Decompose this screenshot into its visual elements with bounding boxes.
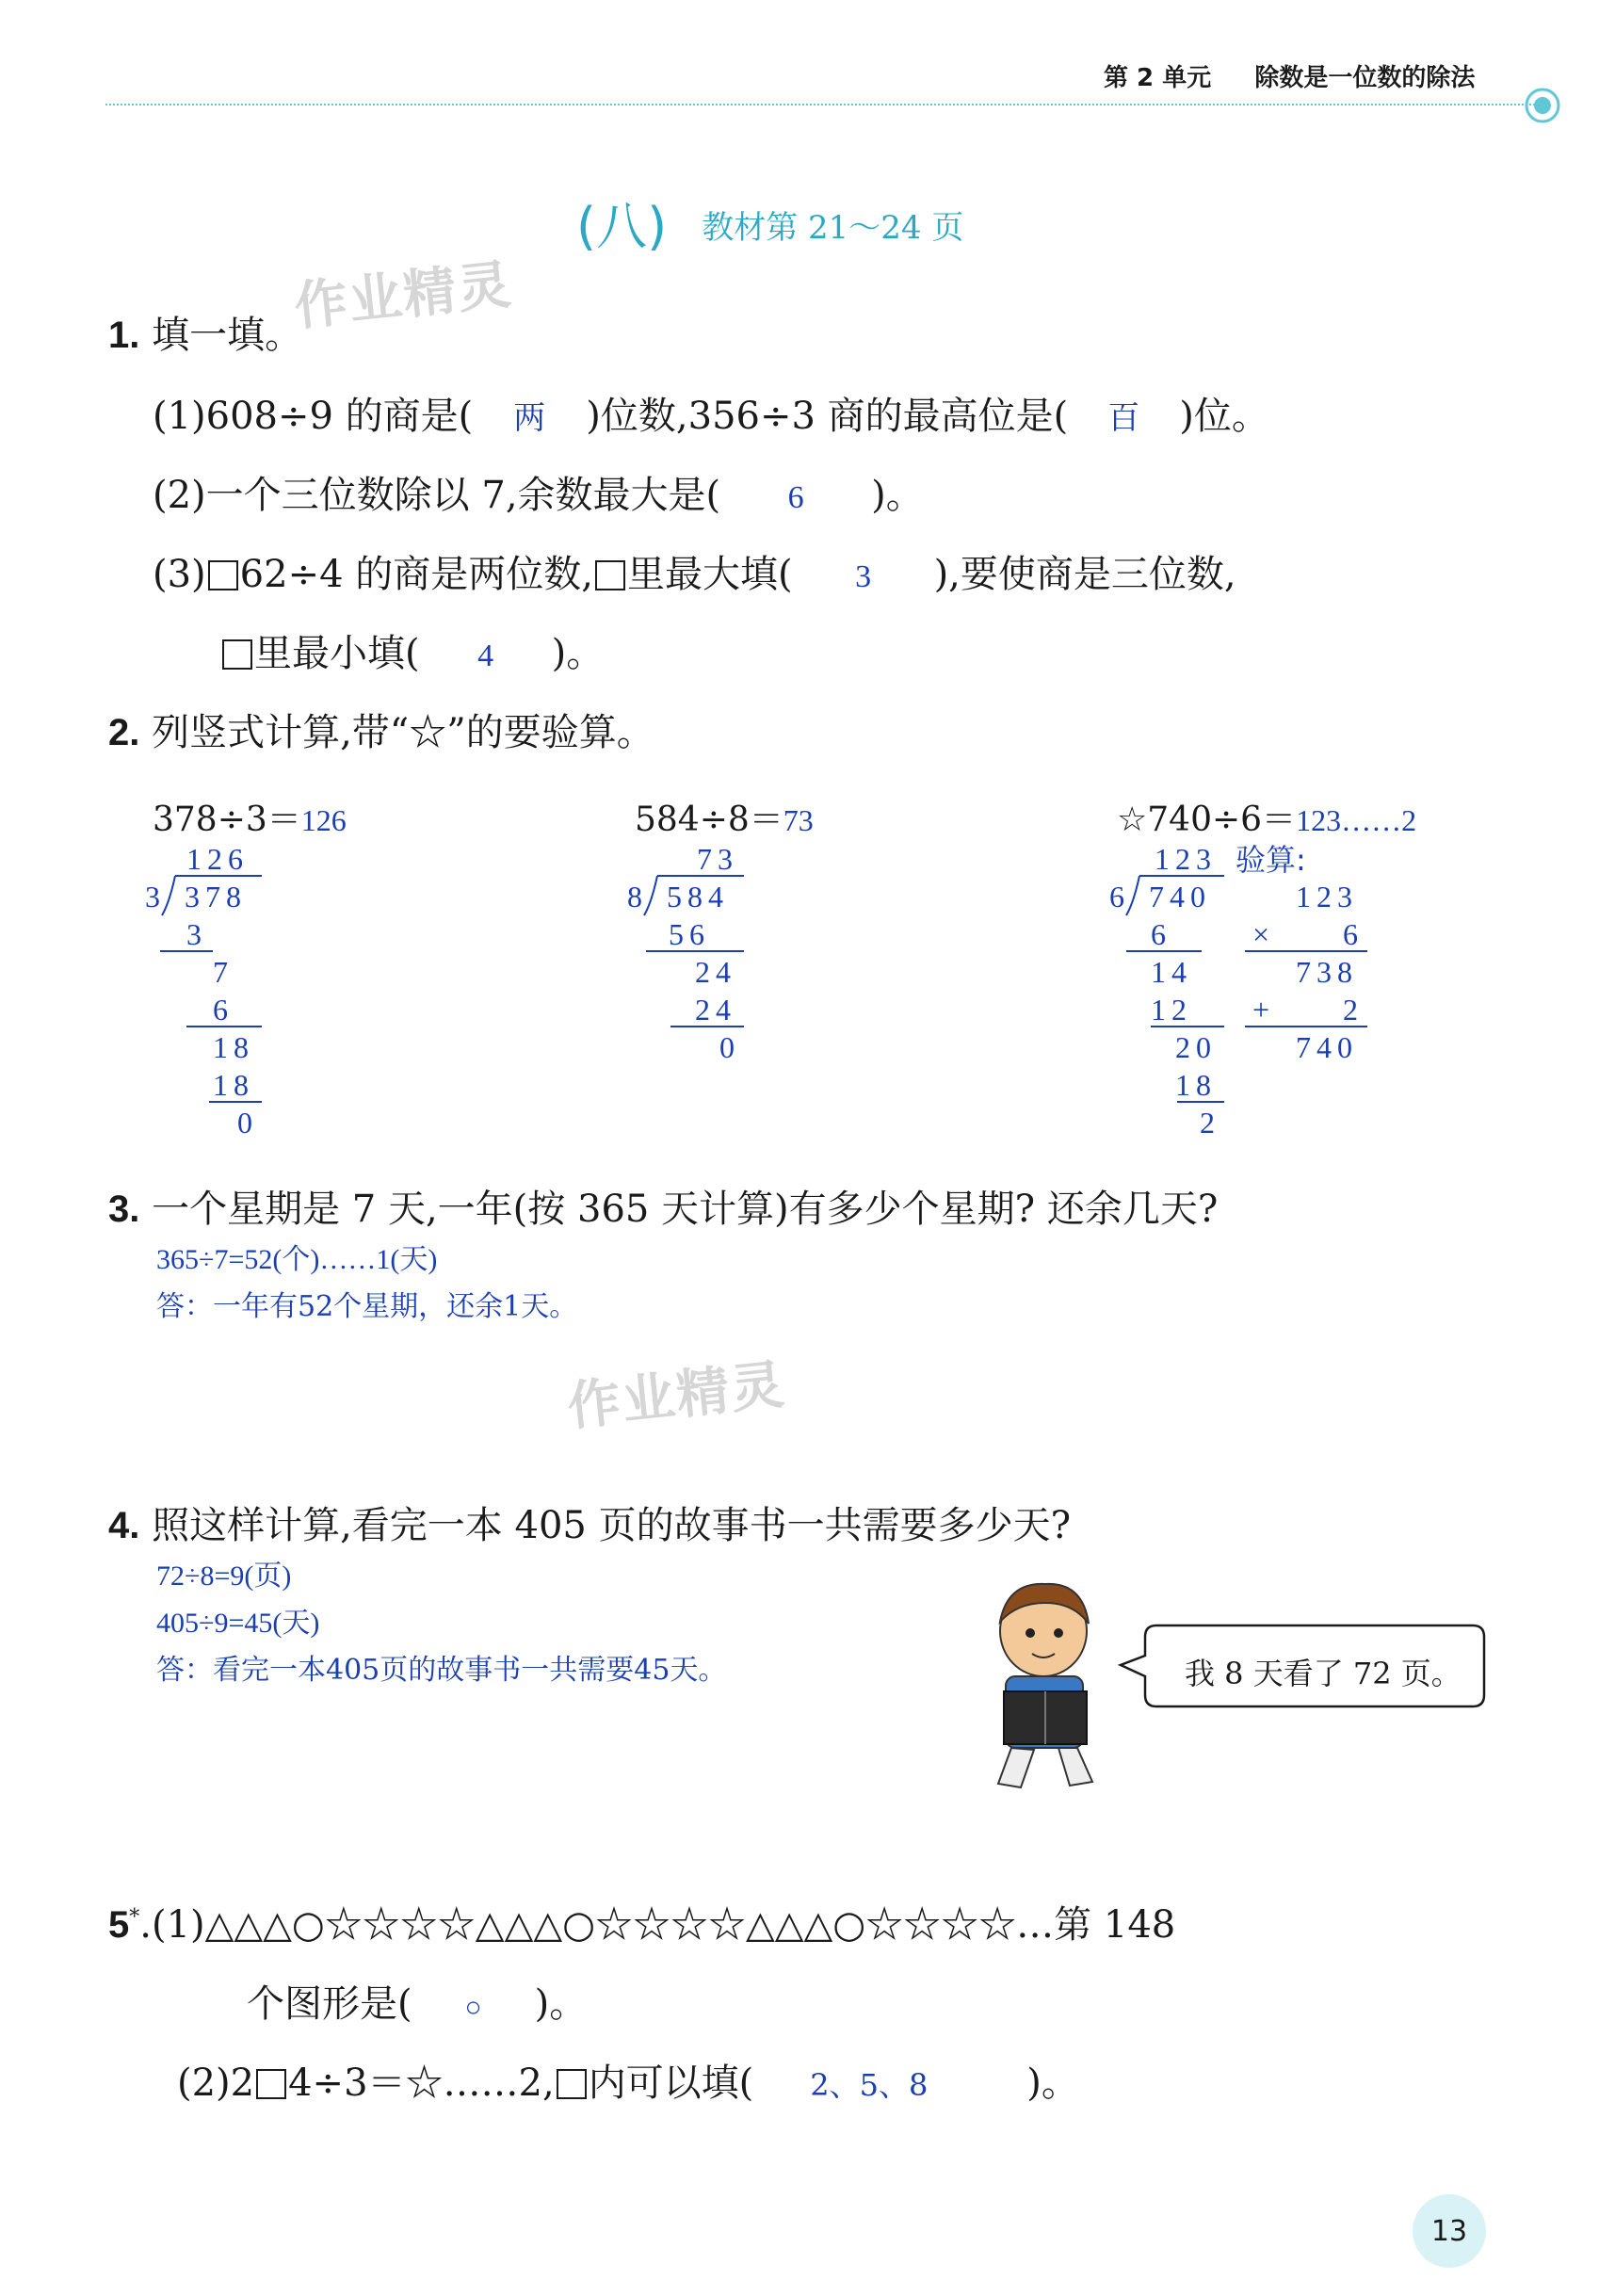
q2-title: 列竖式计算,带“☆”的要验算。 <box>152 711 654 754</box>
q5-p2-text: 内可以填( <box>588 2062 754 2105</box>
q3-answer: 答：一年有52个星期，还余1天。 <box>156 1290 578 1323</box>
q1-title: 填一填。 <box>152 314 303 357</box>
q1-p1-text: )位数,356÷3 商的最高位是( <box>586 395 1069 438</box>
q1-p2-text: )。 <box>871 474 924 517</box>
watermark: 作业精灵 <box>564 1354 789 1438</box>
ld2-quotient: 73 <box>697 842 738 876</box>
q2-number: 2. <box>108 712 140 753</box>
q5-p1-text: 个图形是( <box>247 1982 412 2026</box>
ld1-dividend: 378 <box>185 880 247 914</box>
expression: 584÷8＝ <box>635 800 783 839</box>
q5-part1 <box>108 1903 1176 1947</box>
ld2-step: 24 <box>695 955 736 989</box>
q4-text: 照这样计算,看完一本 405 页的故事书一共需要多少天? <box>152 1504 1072 1547</box>
speech-bubble-text: 我 8 天看了 72 页。 <box>1185 1656 1462 1691</box>
ld3-step: 12 <box>1151 993 1192 1027</box>
q5-p2-text: (2)2 <box>177 2062 255 2105</box>
q3-text: 一个星期是 7 天,一年(按 365 天计算)有多少个星期? 还余几天? <box>152 1188 1219 1231</box>
answer: 126 <box>300 803 347 837</box>
ld2-divisor: 8 <box>627 880 642 914</box>
ld3-check-label: 验算: <box>1236 842 1306 878</box>
ld2-step: 56 <box>669 917 710 951</box>
q4-answer: 答：看完一本405页的故事书一共需要45天。 <box>156 1654 727 1687</box>
q1-p2-text: (2)一个三位数除以 7,余数最大是( <box>153 474 721 517</box>
answer: ○ <box>464 1992 482 2023</box>
answer: 两 <box>513 401 546 436</box>
ld3-step: 18 <box>1175 1068 1217 1102</box>
q1-p3-text: 62÷4 的商是两位数, <box>239 553 593 596</box>
q1-p3-text: ),要使商是三位数, <box>933 553 1236 596</box>
ld3-bracket <box>0 0 1394 1158</box>
unit-title: 除数是一位数的除法 <box>1254 64 1476 92</box>
q5-part1-cont <box>247 1982 588 2026</box>
check-step: 740 <box>1296 1030 1358 1064</box>
q3-heading <box>108 1188 1219 1231</box>
ld1-divisor: 3 <box>145 880 160 914</box>
q4-work2: 405÷9=45(天) <box>156 1608 320 1639</box>
page-number: 13 <box>1430 2215 1468 2248</box>
blank-square <box>557 2069 587 2099</box>
q1-number: 1. <box>108 315 140 356</box>
expression: ☆740÷6＝ <box>1117 800 1297 839</box>
lesson-number: (八) <box>576 197 668 256</box>
ld1-step: 7 <box>213 955 228 989</box>
q4-heading <box>108 1504 1072 1547</box>
ld1-step: 18 <box>213 1068 254 1102</box>
check-step: 123 <box>1296 880 1358 914</box>
q1-p3-text: )。 <box>551 632 605 675</box>
q3-work: 365÷7=52(个)……1(天) <box>156 1244 438 1275</box>
ld1-quotient: 126 <box>186 842 249 876</box>
q1-p3-text: (3) <box>153 553 206 596</box>
q5-p1-text: )。 <box>534 1982 588 2026</box>
ld2-step: 24 <box>695 993 736 1027</box>
answer: 73 <box>783 803 814 837</box>
ld1-step: 0 <box>237 1106 252 1140</box>
q1-p1-text: (1)608÷9 的商是( <box>153 395 474 438</box>
ld1-step: 3 <box>186 917 202 951</box>
q1-p3-text: 里最大填( <box>626 553 793 596</box>
q1-p1-text: )位。 <box>1179 395 1269 438</box>
ld1-step: 18 <box>213 1030 254 1064</box>
expression: 378÷3＝ <box>153 800 301 839</box>
ld3-quotient: 123 <box>1155 842 1217 876</box>
header-target-icon <box>1524 87 1561 124</box>
answer: 6 <box>787 480 804 515</box>
ld3-step: 20 <box>1175 1030 1217 1064</box>
ld3-dividend: 740 <box>1149 880 1211 914</box>
q5-p2-text: 4÷3＝☆……2, <box>288 2062 555 2105</box>
watermark: 作业精灵 <box>291 254 516 338</box>
check-step: 2 <box>1343 993 1358 1027</box>
ld3-step: 2 <box>1200 1106 1215 1140</box>
q3-number: 3. <box>108 1188 140 1230</box>
ld3-step: 14 <box>1151 955 1192 989</box>
unit-label: 第 2 单元 <box>1104 64 1212 92</box>
q5-star: * <box>129 1905 140 1930</box>
q1-p3-text: 里最小填( <box>254 632 420 675</box>
q5-p1-text: .(1)△△△○☆☆☆☆△△△○☆☆☆☆△△△○☆☆☆☆…第 148 <box>139 1903 1176 1947</box>
check-step: 6 <box>1343 917 1358 951</box>
blank-square <box>256 2069 286 2099</box>
check-step: + <box>1252 993 1270 1027</box>
answer: 3 <box>855 559 872 594</box>
ld2-dividend: 584 <box>667 880 729 914</box>
boy-reading-illustration <box>979 1575 1111 1801</box>
answer: 4 <box>477 639 494 673</box>
lesson-pages: 教材第 21～24 页 <box>702 209 964 247</box>
answer: 百 <box>1107 401 1140 436</box>
ld3-divisor: 6 <box>1109 880 1124 914</box>
ld1-step: 6 <box>213 993 228 1027</box>
q4-work1: 72÷8=9(页) <box>156 1560 292 1592</box>
check-step: × <box>1252 917 1270 951</box>
q4-number: 4. <box>108 1505 140 1546</box>
q5-number: 5 <box>108 1904 130 1946</box>
check-step: 738 <box>1296 955 1358 989</box>
ld3-step: 6 <box>1151 917 1166 951</box>
answer: 2、5、8 <box>810 2067 929 2103</box>
q5-part2 <box>177 2062 1079 2105</box>
ld2-step: 0 <box>719 1030 735 1064</box>
answer: 123……2 <box>1296 803 1417 837</box>
q5-p2-text: )。 <box>1026 2062 1079 2105</box>
